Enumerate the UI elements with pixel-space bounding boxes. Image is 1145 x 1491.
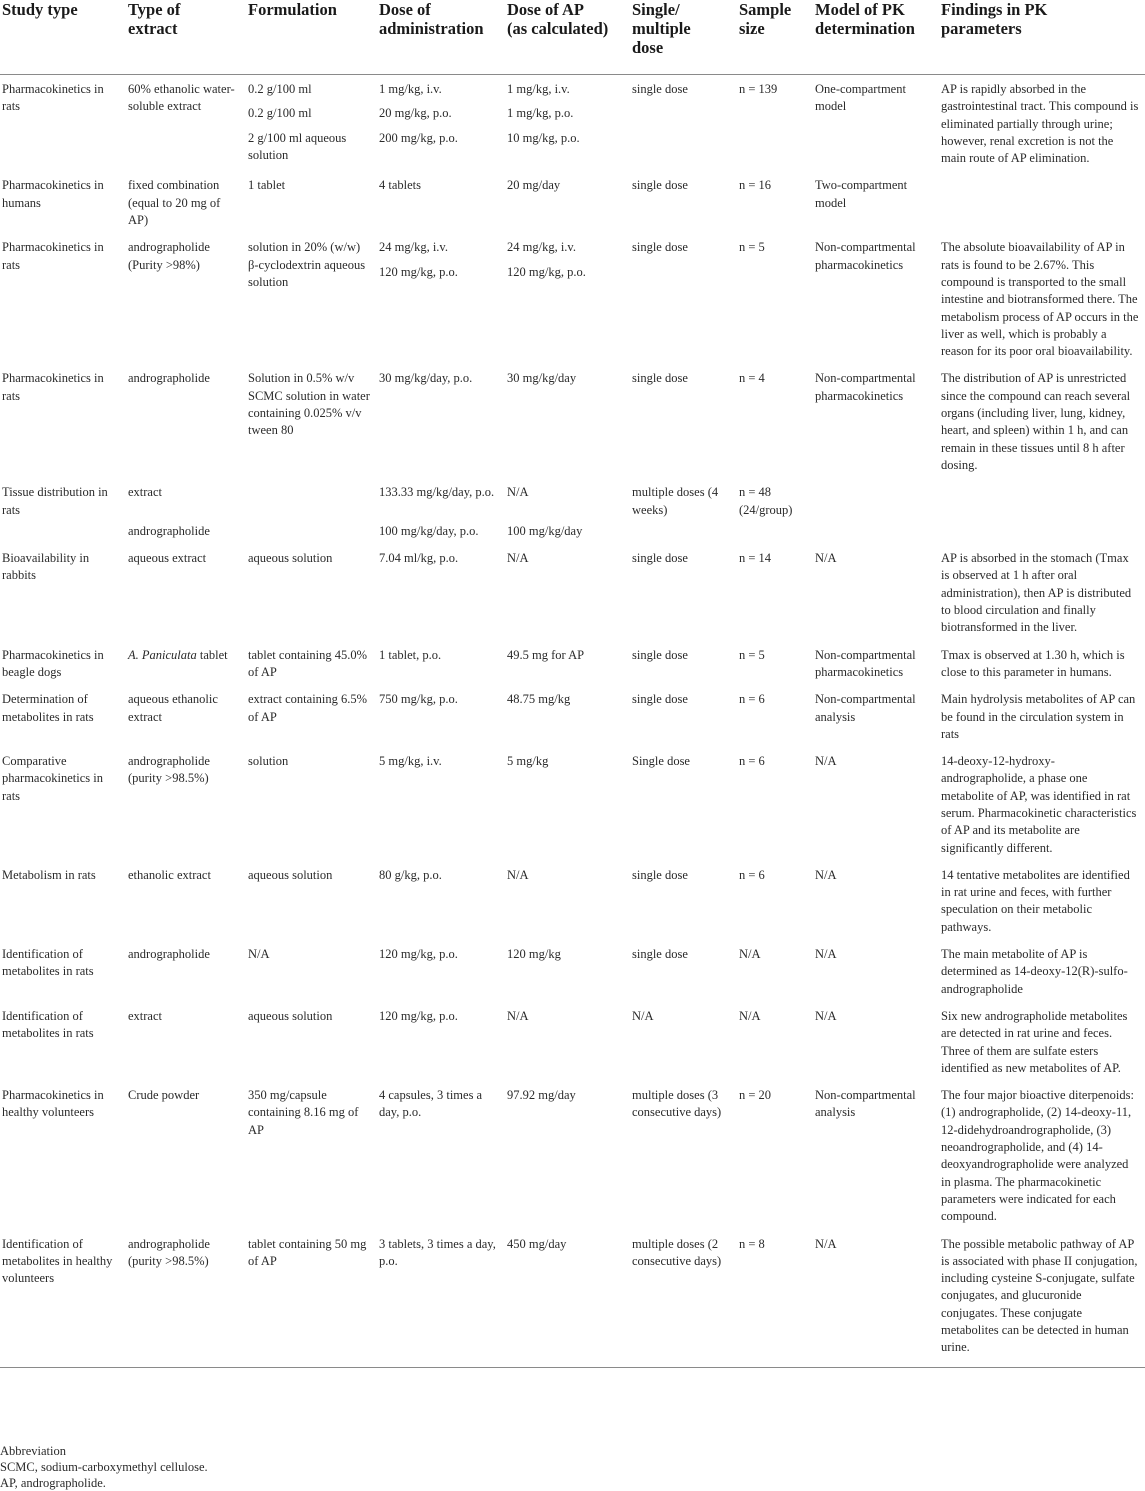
pk-model-cell: N/A xyxy=(815,551,837,566)
study-type-cell: Determination of metabolites in rats xyxy=(2,692,94,724)
dose-ap-cell-line: N/A xyxy=(507,867,529,882)
dose-administration-cell-line: 1 mg/kg, i.v. xyxy=(379,82,442,96)
pk-model-cell: One-compartment model xyxy=(815,82,906,114)
formulation-cell-line: 350 mg/capsule containing 8.16 mg of AP xyxy=(248,1088,359,1137)
dose-ap-cell-line: 30 mg/kg/day xyxy=(507,371,577,386)
study-type-cell: Pharmacokinetics in rats xyxy=(2,82,104,114)
extract-type-cell: Crude powder xyxy=(128,1088,200,1103)
extract-type-cell: ethanolic extract xyxy=(128,867,211,882)
col-header: Dose of AP (as calculated) xyxy=(505,0,630,75)
formulation-cell xyxy=(246,1230,377,1368)
study-type-cell: Pharmacokinetics in beagle dogs xyxy=(2,647,104,679)
dose-ap-cell-line: N/A xyxy=(507,1008,529,1023)
findings-cell xyxy=(939,478,1145,523)
findings-cell: AP is absorbed in the stomach (Tmax is observed at 1 h after oral administration), then AP is distributed to blood circulation and finally biotransformed in the liver. xyxy=(941,551,1132,635)
formulation-cell-line: 0.2 g/100 ml xyxy=(248,82,312,96)
findings-cell: 14-deoxy-12-hydroxy-andrographolide, a phase one metabolite of AP, was identified in rat serum. Pharmacokinetic characteristics of AP and its metabolite are significantly different. xyxy=(941,754,1137,855)
extract-type-cell: 60% ethanolic water-soluble extract xyxy=(128,82,235,114)
formulation-cell-line: N/A xyxy=(248,947,270,962)
dose-type-cell: multiple doses (2 consecutive days) xyxy=(630,1230,737,1368)
sample-size-cell: n = 139 xyxy=(739,82,778,96)
dose-type-cell: N/A xyxy=(632,1008,654,1023)
table-row xyxy=(0,861,1145,940)
formulation-cell xyxy=(246,685,377,747)
pk-model-cell: N/A xyxy=(815,754,837,769)
dose-administration-cell-line: 3 tablets, 3 times a day, p.o. xyxy=(379,1236,496,1268)
table-row xyxy=(0,544,1145,640)
study-type-cell: Identification of metabolites in rats xyxy=(2,947,94,979)
dose-type-cell: Single dose xyxy=(632,754,690,769)
formulation-cell-line: 1 tablet xyxy=(248,178,286,193)
extract-type-cell: aqueous extract xyxy=(128,551,207,566)
col-header: Sample size xyxy=(737,0,813,75)
formulation-cell-line: extract containing 6.5% of AP xyxy=(248,692,368,724)
dose-ap-cell-line: 24 mg/kg, i.v. xyxy=(507,240,576,255)
dose-ap-cell-line: N/A xyxy=(507,551,529,566)
dose-administration-cell xyxy=(377,861,505,940)
formulation-cell-line: tablet containing 45.0% of AP xyxy=(248,647,368,679)
dose-ap-cell xyxy=(505,478,630,523)
dose-ap-cell-line: N/A xyxy=(507,485,529,500)
formulation-cell xyxy=(246,1002,377,1081)
findings-cell: The absolute bioavailability of AP in rats is found to be 2.67%. This compound is transported to the small intestine and biotransformed there. The metabolism process of AP occurs in the liver as well, which is probably a reason for its poor oral bioavailability. xyxy=(941,240,1139,359)
table-row xyxy=(0,940,1145,1002)
study-type-cell: Identification of metabolites in rats xyxy=(2,1008,94,1041)
dose-type-cell: single dose xyxy=(632,371,688,386)
dose-ap-cell-line: 97.92 mg/day xyxy=(507,1088,576,1103)
pk-model-cell xyxy=(813,478,939,523)
dose-administration-cell-line: 120 mg/kg, p.o. xyxy=(379,264,458,279)
formulation-cell xyxy=(246,171,377,233)
dose-administration-cell xyxy=(377,544,505,640)
dose-ap-cell xyxy=(505,940,630,1002)
findings-cell: The possible metabolic pathway of AP is associated with phase II conjugation, including cysteine S-conjugate, sulfate conjugates, and glucuronide conjugates. These conjugate metabolites can be detected in human urine. xyxy=(939,1230,1145,1368)
dose-ap-cell xyxy=(505,75,630,172)
dose-administration-cell-line: 120 mg/kg, p.o. xyxy=(379,947,458,962)
formulation-cell-line: aqueous solution xyxy=(248,551,333,566)
dose-type-cell: multiple doses (4 weeks) xyxy=(632,485,719,517)
table-row xyxy=(0,747,1145,861)
dose-type-cell: single dose xyxy=(632,867,688,882)
findings-cell: 14 tentative metabolites are identified in rat urine and feces, with further speculation on their metabolic pathways. xyxy=(941,867,1130,934)
dose-administration-cell-line: 20 mg/kg, p.o. xyxy=(379,106,452,121)
dose-administration-cell xyxy=(377,478,505,523)
study-type-cell: Pharmacokinetics in healthy volunteers xyxy=(2,1088,104,1120)
pk-model-cell: Non-compartmental pharmacokinetics xyxy=(815,240,916,272)
findings-cell: The main metabolite of AP is determined as 14-deoxy-12(R)-sulfo-andrographolide xyxy=(941,947,1128,996)
table-row xyxy=(0,523,1145,544)
dose-administration-cell-line: 750 mg/kg, p.o. xyxy=(379,692,458,707)
sample-size-cell: N/A xyxy=(739,1008,761,1023)
table-row xyxy=(0,685,1145,747)
dose-ap-cell-line: 1 mg/kg, p.o. xyxy=(507,106,574,121)
extract-species: A. Paniculata xyxy=(128,647,197,662)
dose-ap-cell-line: 120 mg/kg xyxy=(507,947,561,962)
formulation-cell xyxy=(246,747,377,861)
sample-size-cell: n = 5 xyxy=(739,647,765,662)
header-row xyxy=(0,0,1145,75)
dose-ap-cell-line: 48.75 mg/kg xyxy=(507,692,571,707)
formulation-cell xyxy=(246,478,377,523)
dose-administration-cell xyxy=(377,1002,505,1081)
formulation-cell-line: Solution in 0.5% w/v SCMC solution in water containing 0.025% v/v tween 80 xyxy=(248,371,370,438)
dose-administration-cell xyxy=(377,940,505,1002)
formulation-cell xyxy=(246,1081,377,1229)
formulation-cell xyxy=(246,75,377,172)
table-row xyxy=(0,1002,1145,1081)
findings-cell: AP is rapidly absorbed in the gastrointestinal tract. This compound is eliminated partially through urine; however, renal excretion is not the main route of AP elimination. xyxy=(941,82,1139,166)
formulation-cell xyxy=(246,940,377,1002)
dose-ap-cell xyxy=(505,1081,630,1229)
dose-administration-cell-line: 100 mg/kg/day, p.o. xyxy=(379,523,479,538)
table-footnote xyxy=(0,1443,208,1491)
extract-type-cell: andrographolide xyxy=(128,947,210,962)
sample-size-cell: n = 16 xyxy=(739,178,772,193)
findings-cell: The four major bioactive diterpenoids: (1) andrographolide, (2) 14-deoxy-11, 12-didehydroandrographolide, (3) neoandrographolide, and (4) 14-deoxyandrographolide were analyzed in plasma. The pharmacokinetic parameters were indicated for each compound. xyxy=(941,1088,1134,1224)
table-row xyxy=(0,171,1145,233)
pk-model-cell: Non-compartmental analysis xyxy=(815,1088,916,1120)
study-type-cell: Comparative pharmacokinetics in rats xyxy=(2,754,104,803)
findings-cell: Tmax is observed at 1.30 h, which is close to this parameter in humans. xyxy=(941,647,1125,679)
dose-administration-cell-line: 30 mg/kg/day, p.o. xyxy=(379,371,473,386)
dose-administration-cell xyxy=(377,75,505,172)
dose-type-cell: single dose xyxy=(632,692,688,707)
dose-type-cell: single dose xyxy=(632,178,688,193)
study-type-cell: Identification of metabolites in healthy volunteers xyxy=(0,1230,126,1368)
dose-ap-cell-line: 120 mg/kg, p.o. xyxy=(507,264,586,279)
dose-administration-cell-line: 7.04 ml/kg, p.o. xyxy=(379,551,459,566)
sample-size-cell: n = 4 xyxy=(739,371,765,386)
col-header: Type of extract xyxy=(126,0,246,75)
extract-type-cell: extract xyxy=(128,1008,163,1023)
table-row xyxy=(0,364,1145,478)
dose-administration-cell-line: 120 mg/kg, p.o. xyxy=(379,1008,458,1023)
extract-type-cell: andrographolide (purity >98.5%) xyxy=(128,754,210,786)
dose-administration-cell xyxy=(377,747,505,861)
dose-administration-cell-line: 200 mg/kg, p.o. xyxy=(379,130,458,145)
dose-type-cell xyxy=(630,523,737,544)
dose-type-cell: single dose xyxy=(632,551,688,566)
extract-type-cell: aqueous ethanolic extract xyxy=(128,692,218,724)
study-type-cell: Pharmacokinetics in humans xyxy=(2,178,104,210)
formulation-cell-line: solution xyxy=(248,754,289,769)
sample-size-cell: n = 20 xyxy=(739,1088,772,1103)
dose-ap-cell-line: 20 mg/day xyxy=(507,178,561,193)
formulation-cell xyxy=(246,861,377,940)
extract-type-cell: extract xyxy=(128,485,163,500)
sample-size-cell: n = 5 xyxy=(739,240,765,255)
findings-cell xyxy=(939,523,1145,544)
sample-size-cell: n = 6 xyxy=(739,867,765,882)
table-row xyxy=(0,1081,1145,1229)
pk-model-cell: Non-compartmental analysis xyxy=(815,692,916,724)
dose-ap-cell xyxy=(505,861,630,940)
dose-administration-cell-line: 80 g/kg, p.o. xyxy=(379,867,442,882)
dose-ap-cell-line: 10 mg/kg, p.o. xyxy=(507,130,580,145)
formulation-cell-line: 0.2 g/100 ml xyxy=(248,106,312,121)
study-type-cell: Pharmacokinetics in rats xyxy=(2,240,104,272)
pk-model-cell xyxy=(813,523,939,544)
pk-model-cell: N/A xyxy=(813,1230,939,1368)
sample-size-cell: n = 6 xyxy=(739,754,765,769)
dose-administration-cell-line: 4 tablets xyxy=(379,178,422,193)
dose-ap-cell xyxy=(505,747,630,861)
pk-model-cell: N/A xyxy=(815,1008,837,1023)
sample-size-cell: n = 8 xyxy=(737,1230,813,1368)
formulation-cell xyxy=(246,641,377,686)
dose-ap-cell-line: 49.5 mg for AP xyxy=(507,647,585,662)
col-header: Findings in PK parameters xyxy=(939,0,1145,75)
dose-administration-cell xyxy=(377,1230,505,1368)
findings-cell xyxy=(939,171,1145,233)
col-header: Dose of administration xyxy=(377,0,505,75)
extract-type-cell: andrographolide xyxy=(128,523,210,538)
formulation-cell-line: aqueous solution xyxy=(248,1008,333,1023)
dose-type-cell: single dose xyxy=(632,947,688,962)
extract-type-cell: andrographolide (purity >98.5%) xyxy=(126,1230,246,1368)
dose-ap-cell xyxy=(505,233,630,364)
footnote-line: SCMC, sodium-carboxymethyl cellulose. xyxy=(0,1460,208,1474)
findings-cell: Six new andrographolide metabolites are detected in rat urine and feces. Three of them are sulfate esters identified as new metabolites of AP. xyxy=(941,1008,1128,1075)
table-row xyxy=(0,75,1145,172)
pk-model-cell: Two-compartment model xyxy=(815,178,908,210)
dose-administration-cell-line: 5 mg/kg, i.v. xyxy=(379,754,442,769)
formulation-cell-line: 2 g/100 ml aqueous solution xyxy=(248,130,347,162)
dose-ap-cell-line: 1 mg/kg, i.v. xyxy=(507,82,570,96)
col-header: Model of PK determination xyxy=(813,0,939,75)
extract-type-cell: andrographolide (Purity >98%) xyxy=(128,240,210,272)
pk-model-cell: Non-compartmental pharmacokinetics xyxy=(815,371,916,403)
findings-cell: Main hydrolysis metabolites of AP can be found in the circulation system in rats xyxy=(941,692,1136,741)
dose-ap-cell xyxy=(505,171,630,233)
study-type-cell: Pharmacokinetics in rats xyxy=(2,371,104,403)
pk-model-cell: N/A xyxy=(815,867,837,882)
dose-administration-cell xyxy=(377,641,505,686)
sample-size-cell: n = 14 xyxy=(739,551,772,566)
study-type-cell: Tissue distribution in rats xyxy=(2,485,108,517)
extract-type-cell: andrographolide xyxy=(128,371,210,386)
table-row xyxy=(0,641,1145,686)
formulation-cell-line: tablet containing 50 mg of AP xyxy=(248,1236,367,1268)
dose-administration-cell xyxy=(377,364,505,478)
extract-type-cell xyxy=(126,641,246,686)
dose-ap-cell xyxy=(505,1230,630,1368)
dose-ap-cell xyxy=(505,523,630,544)
dose-administration-cell-line: 24 mg/kg, i.v. xyxy=(379,240,448,255)
dose-administration-cell xyxy=(377,523,505,544)
study-type-cell: Metabolism in rats xyxy=(2,867,96,882)
footnote-title: Abbreviation xyxy=(0,1444,66,1458)
formulation-cell-line: solution in 20% (w/w) β-cyclodextrin aqueous solution xyxy=(248,240,366,289)
formulation-cell-line: aqueous solution xyxy=(248,867,333,882)
sample-size-cell: n = 48 (24/group) xyxy=(739,485,793,517)
study-type-cell xyxy=(0,523,126,544)
pk-model-cell: Non-compartmental pharmacokinetics xyxy=(815,647,916,679)
formulation-cell xyxy=(246,364,377,478)
footnote-line: AP, andrographolide. xyxy=(0,1476,106,1490)
dose-administration-cell xyxy=(377,1081,505,1229)
dose-ap-cell xyxy=(505,685,630,747)
table-row xyxy=(0,233,1145,364)
dose-type-cell: multiple doses (3 consecutive days) xyxy=(632,1088,722,1120)
formulation-cell xyxy=(246,544,377,640)
dose-ap-cell xyxy=(505,364,630,478)
dose-ap-cell-line: 100 mg/kg/day xyxy=(507,523,583,538)
dose-administration-cell xyxy=(377,171,505,233)
table-row xyxy=(0,1230,1145,1368)
dose-administration-cell xyxy=(377,685,505,747)
col-header: Formulation xyxy=(246,0,377,75)
study-type-cell: Bioavailability in rabbits xyxy=(2,551,90,583)
extract-form: tablet xyxy=(199,647,228,662)
formulation-cell xyxy=(246,233,377,364)
sample-size-cell: N/A xyxy=(739,947,761,962)
dose-ap-cell xyxy=(505,641,630,686)
table-row xyxy=(0,478,1145,523)
sample-size-cell xyxy=(737,523,813,544)
extract-type-cell: fixed combination (equal to 20 mg of AP) xyxy=(128,178,221,228)
pk-model-cell: N/A xyxy=(815,947,837,962)
findings-cell: The distribution of AP is unrestricted since the compound can reach several organs (including liver, lung, kidney, heart, and spleen) within 1 h, and can remain in these tissues until 8 h after dosing. xyxy=(941,371,1131,472)
dose-type-cell: single dose xyxy=(632,82,688,96)
sample-size-cell: n = 6 xyxy=(739,692,765,707)
col-header: Study type xyxy=(0,0,126,75)
dose-ap-cell-line: 5 mg/kg xyxy=(507,754,549,769)
dose-administration-cell xyxy=(377,233,505,364)
dose-ap-cell-line: 450 mg/day xyxy=(507,1236,567,1251)
formulation-cell xyxy=(246,523,377,544)
dose-type-cell: single dose xyxy=(632,240,688,255)
dose-administration-cell-line: 1 tablet, p.o. xyxy=(379,647,442,662)
dose-administration-cell-line: 133.33 mg/kg/day, p.o. xyxy=(379,485,495,500)
dose-ap-cell xyxy=(505,544,630,640)
dose-administration-cell-line: 4 capsules, 3 times a day, p.o. xyxy=(379,1088,483,1120)
dose-type-cell: single dose xyxy=(632,647,688,662)
dose-ap-cell xyxy=(505,1002,630,1081)
col-header: Single/ multiple dose xyxy=(630,0,737,75)
